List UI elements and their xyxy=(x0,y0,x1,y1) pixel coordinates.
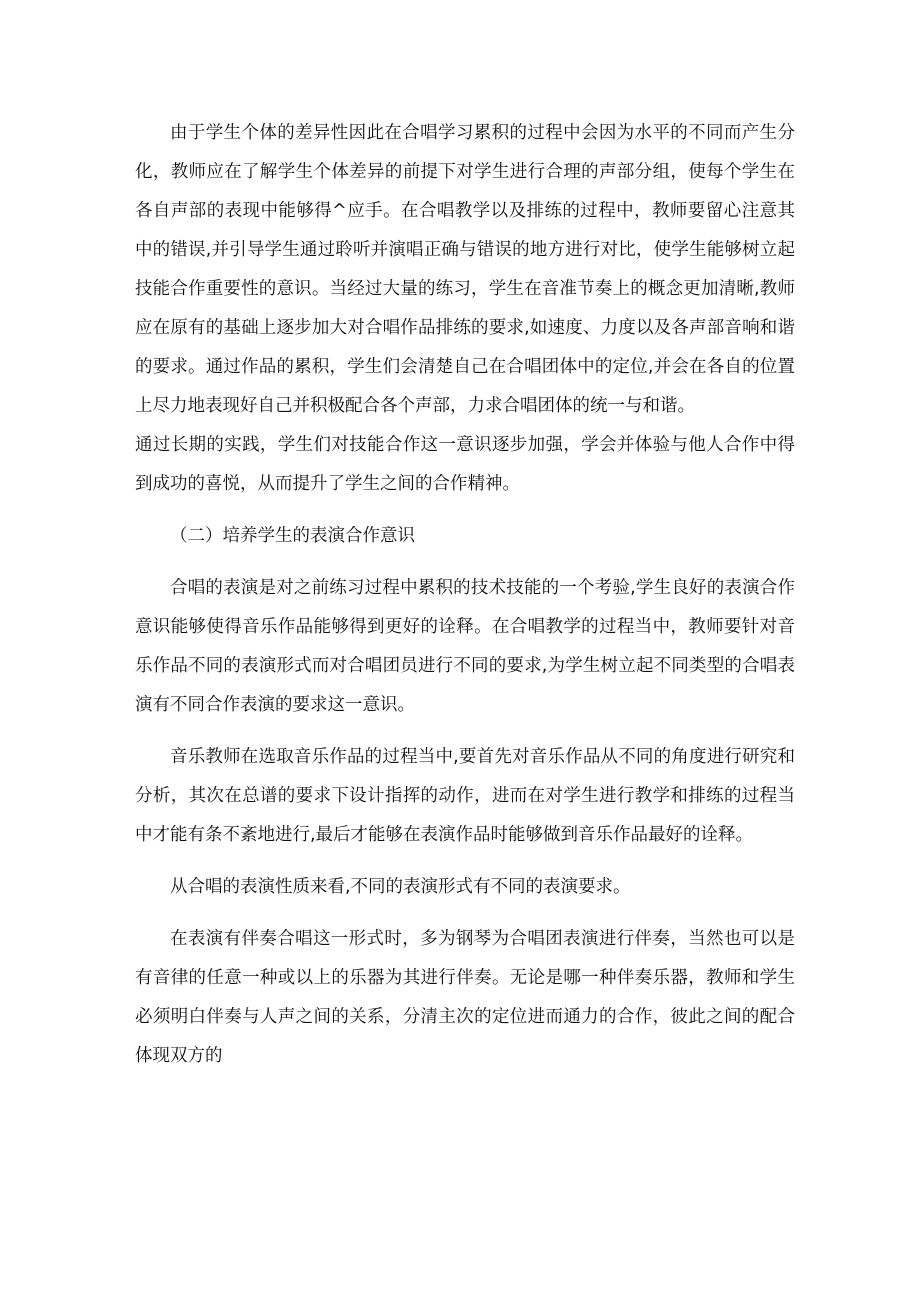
paragraph-accompaniment: 在表演有伴奏合唱这一形式时，多为钢琴为合唱团表演进行伴奏，当然也可以是有音律的任意一种或以上的乐器为其进行伴奏。无论是哪一种伴奏乐器，教师和学生必须明白伴奏与人声之间的关系，分清主次的定位进而通力的合作，彼此之间的配合体现双方的 xyxy=(135,929,795,1066)
paragraph-vocal-grouping: 由于学生个体的差异性因此在合唱学习累积的过程中会因为水平的不同而产生分化，教师应在了解学生个体差异的前提下对学生进行合理的声部分组，使每个学生在各自声部的表现中能够得^应手。在合唱教学以及排练的过程中，教师要留心注意其中的错误,并引导学生通过聆听并演唱正确与错误的地方进行对比，使学生能够树立起技能合作重要性的意识。当经过大量的练习，学生在音准节奏上的概念更加清晰,教师应在原有的基础上逐步加大对合唱作品排练的要求,如速度、力度以及各声部音响和谐的要求。通过作品的累积，学生们会清楚自己在合唱团体中的定位,并会在各自的位置上尽力地表现好自己并积极配合各个声部，力求合唱团体的统一与和谐。 xyxy=(135,123,795,416)
paragraph-performance-nature: 从合唱的表演性质来看,不同的表演形式有不同的表演要求。 xyxy=(170,877,631,897)
paragraph-teacher-selection: 音乐教师在选取音乐作品的过程当中,要首先对音乐作品从不同的角度进行研究和分析，其次在总谱的要求下设计指挥的动作，进而在对学生进行教学和排练的过程当中才能有条不紊地进行,最后才能够在表演作品时能够做到音乐作品最好的诠释。 xyxy=(135,747,795,845)
document-body xyxy=(135,114,795,1076)
paragraph-performance-test: 合唱的表演是对之前练习过程中累积的技术技能的一个考验,学生良好的表演合作意识能够使得音乐作品能够得到更好的诠释。在合唱教学的过程当中，教师要针对音乐作品不同的表演形式而对合唱团员进行不同的要求,为学生树立起不同类型的合唱表演有不同合作表演的要求这一意识。 xyxy=(135,578,795,715)
section-heading-performance: （二）培养学生的表演合作意识 xyxy=(170,526,415,546)
paragraph-cooperation-spirit: 通过长期的实践，学生们对技能合作这一意识逐步加强，学会并体验与他人合作中得到成功的喜悦，从而提升了学生之间的合作精神。 xyxy=(135,435,795,494)
